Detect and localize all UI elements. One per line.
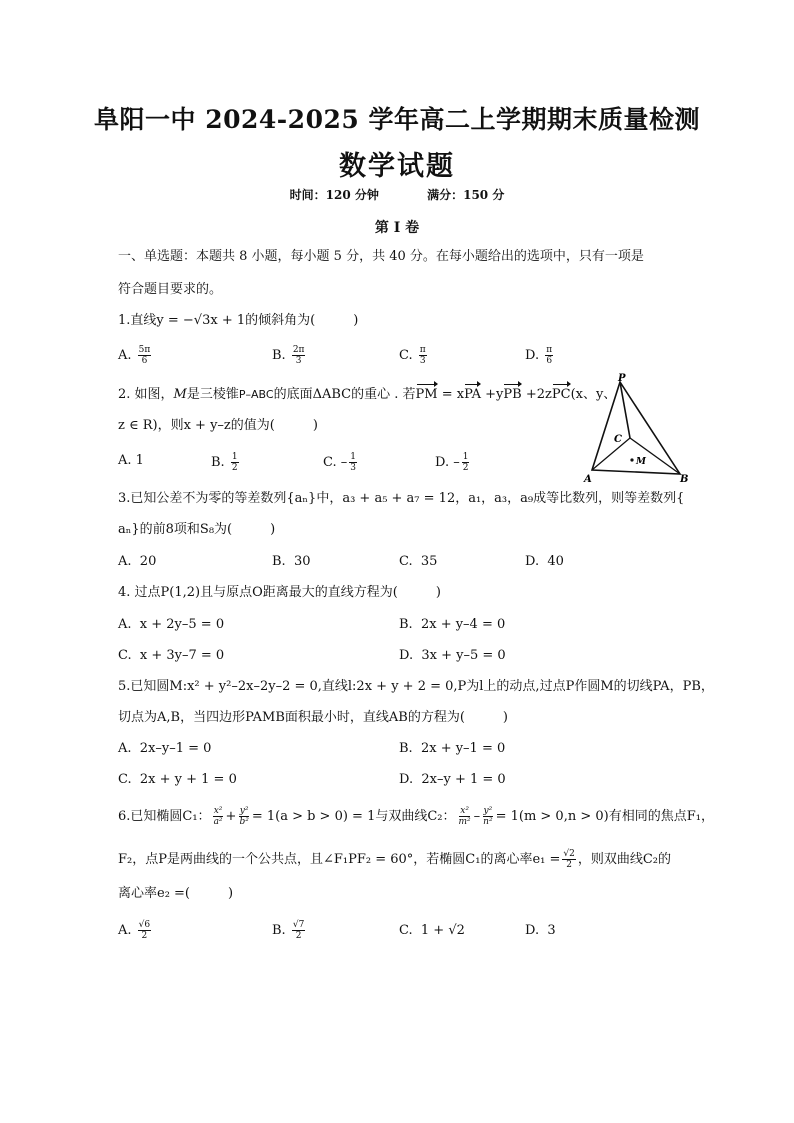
q3-option-c[interactable]: C. 35 (399, 554, 438, 569)
q2-option-d[interactable]: D. – $\frac{1}{2}$ (435, 452, 469, 473)
q1-stem-close: ) (353, 313, 359, 328)
question-5-line1: 5.已知圆M:x² + y²–2x–2y–2 = 0,直线l:2x + y + 2 = 0,P为l上的动点,过点P作圆M的切线PA，PB， (118, 679, 714, 694)
q2-option-a[interactable]: A. 1 (118, 453, 144, 468)
q2-option-b[interactable]: B. $\frac{1}{2}$ (211, 452, 238, 473)
question-6-line3: 离心率e₂ =( ) (118, 886, 234, 901)
question-6-line2: F₂，点P是两曲线的一个公共点，且∠F₁PF₂ = 60°，若椭圆C₁的离心率e₁ = $\frac{√2}{2}$ ，则双曲线C₂的 (118, 849, 672, 870)
label-M: M (636, 457, 646, 467)
q1-option-b[interactable]: B. $\frac{2\pi}{3}$ (272, 345, 305, 366)
q3-option-a[interactable]: A. 20 (118, 554, 157, 569)
exam-meta (0, 186, 794, 203)
question-2-line2: z ∈ R)，则x + y–z的值为( ) (118, 418, 318, 433)
label-B: B (680, 474, 689, 485)
volume-label: 第 I 卷 (374, 220, 420, 236)
exam-time: 时间：120 分钟 (289, 188, 379, 202)
q6-option-c[interactable]: C. 1 + √2 (399, 923, 465, 938)
q6-option-b[interactable]: B. $\frac{√7}{2}$ (272, 920, 305, 941)
question-3-line1: 3.已知公差不为零的等差数列{aₙ}中，a₃ + a₅ + a₇ = 12，a₁，a₃，a₉成等比数列，则等差数列{ (118, 491, 685, 506)
section-heading-line1: 一、单选题：本题共 8 小题，每小题 5 分，共 40 分。在每小题给出的选项中，只有一项是 (118, 249, 644, 264)
q4-option-c[interactable]: C. x + 3y–7 = 0 (118, 648, 225, 663)
q4-option-b[interactable]: B. 2x + y–4 = 0 (399, 617, 506, 632)
q1-option-a[interactable]: A. $\frac{5\pi}{6}$ (118, 345, 151, 366)
q4-option-d[interactable]: D. 3x + y–5 = 0 (399, 648, 506, 663)
q5-option-a[interactable]: A. 2x–y–1 = 0 (118, 741, 212, 756)
page-title: 阜阳一中 2024-2025 学年高二上学期期末质量检测 (94, 105, 700, 134)
q6-option-a[interactable]: A. $\frac{√6}{2}$ (118, 920, 151, 941)
question-5-line2: 切点为A,B，当四边形PAMB面积最小时，直线AB的方程为( ) (118, 710, 508, 725)
question-6-line1: 6.已知椭圆C₁： $\frac{\text{x²}}{\text{a²}}$ + $\frac{\text{y²}}{\text{b²}}$ = 1(a > b > 0) = 1与双曲线C₂： $\frac{\text{x²}}{\text{m²}}$ – $\frac{\text{y²}}{\text{n²}}$ = 1(m > 0,n > 0)有相同的焦点F₁， (118, 806, 714, 827)
question-1 (118, 312, 358, 330)
q5-option-c[interactable]: C. 2x + y + 1 = 0 (118, 772, 237, 787)
q1-option-d[interactable]: D. $\frac{\pi}{6}$ (525, 345, 553, 366)
question-3-line2: aₙ}的前8项和S₈为( ) (118, 522, 276, 537)
pyramid-figure (580, 372, 690, 487)
section-heading-line2: 符合题目要求的。 (118, 282, 223, 297)
q3-option-b[interactable]: B. 30 (272, 554, 311, 569)
q1-option-c[interactable]: C. $\frac{\pi}{3}$ (399, 345, 426, 366)
q3-option-d[interactable]: D. 40 (525, 554, 564, 569)
q4-option-a[interactable]: A. x + 2y–5 = 0 (118, 617, 225, 632)
q5-option-d[interactable]: D. 2x–y + 1 = 0 (399, 772, 506, 787)
q1-stem: 1.直线y = −√3x + 1的倾斜角为( (118, 313, 316, 328)
label-C: C (614, 434, 622, 445)
label-A: A (584, 474, 592, 485)
question-2-line1: 2. 如图，M是三棱锥P–ABC的底面ΔABC的重心 . 若PM = xPA +yPB +2zPC(x、y、 (118, 387, 617, 402)
question-4: 4. 过点P(1,2)且与原点O距离最大的直线方程为( ) (118, 585, 441, 600)
exam-score: 满分：150 分 (427, 188, 505, 202)
label-P: P (618, 373, 626, 384)
q5-option-b[interactable]: B. 2x + y–1 = 0 (399, 741, 506, 756)
page-subtitle: 数学试题 (339, 151, 455, 182)
q6-option-d[interactable]: D. 3 (525, 923, 556, 938)
q2-option-c[interactable]: C. – $\frac{1}{3}$ (323, 452, 356, 473)
